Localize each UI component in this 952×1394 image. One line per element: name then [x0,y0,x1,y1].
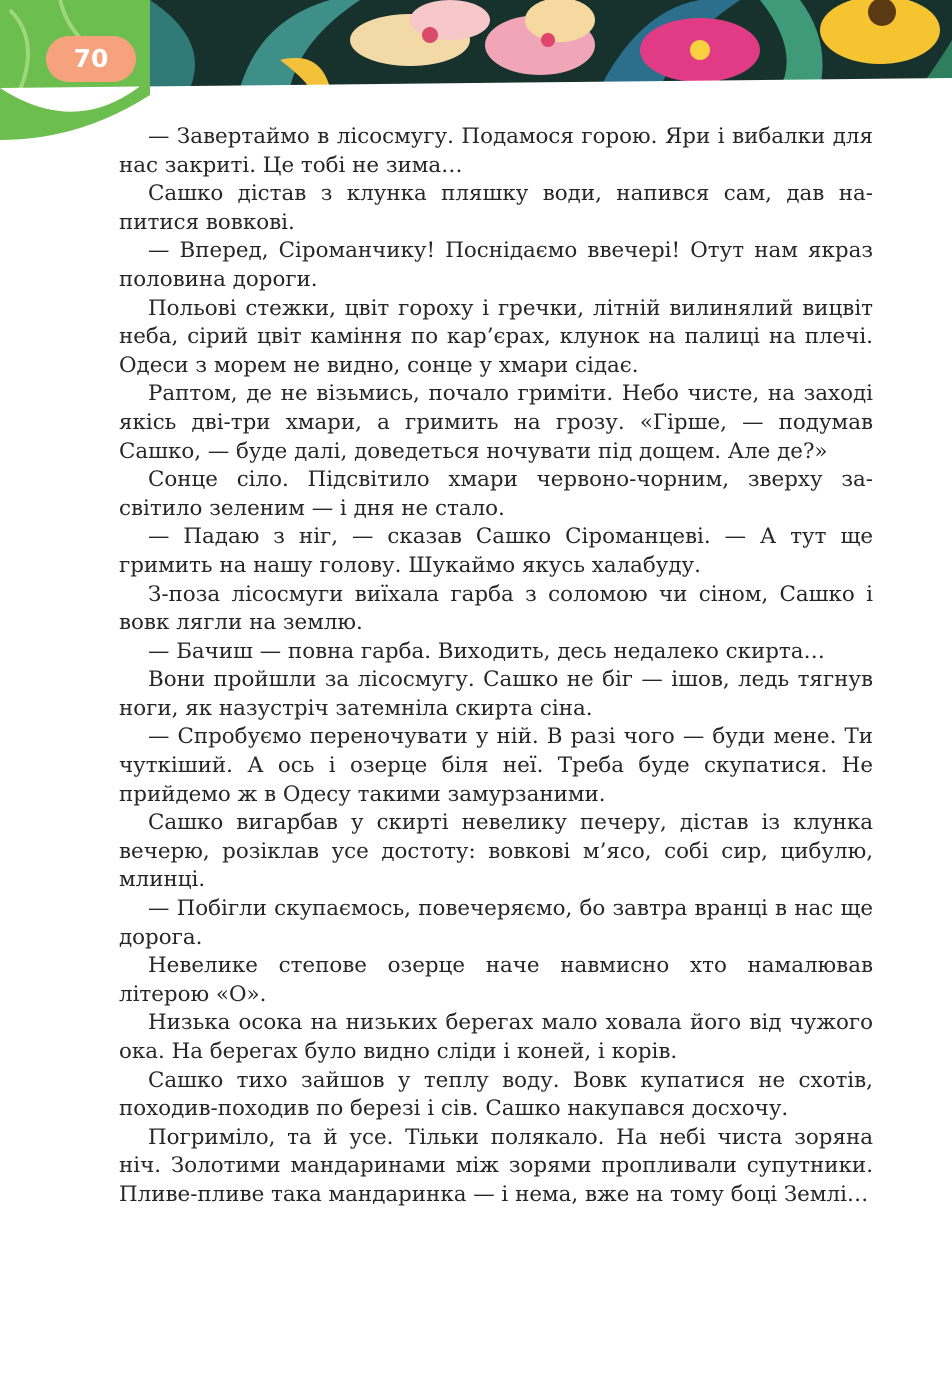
paragraph: Сашко дістав з клунка пляшку води, напився сам, дав напитися вовкові. [119,181,873,235]
paragraph: Сонце сіло. Підсвітило хмари червоно-чорним, зверху засвітило зеленим — і дня не стало. [119,467,873,521]
floral-header-banner [0,0,952,140]
paragraph: — Спробуємо переночувати у ній. В разі чого — буди мене. Ти чуткіший. А ось і озерце біля неї. Треба буде скупатися. Не прийдемо ж в Одесу такими замурзаними. [119,724,873,807]
paragraph: Погриміло, та й усе. Тільки полякало. На небі чиста зоряна ніч. Золотими мандаринами між зорями пропливали супутники. Пливе-пливе така мандаринка — і нема, вже на тому боці Землі… [119,1124,873,1207]
paragraph: Польові стежки, цвіт гороху і гречки, літній вилинялий вицвіт неба, сірий цвіт каміння по кар’єрах, клунок на палиці на плечі. Одеси з морем не видно, сонце у хмари сідає. [119,295,873,378]
paragraph: Сашко вигарбав у скирті невелику печеру, дістав із клунка вечерю, розіклав усе достоту: вовкові м’ясо, собі сир, цибулю, млинці. [119,810,873,893]
paragraph: З-поза лісосмуги виїхала гарба з соломою чи сіном, Сашко і вовк лягли на землю. [119,581,873,636]
story-text [119,123,873,1210]
paragraph: — Падаю з ніг, — сказав Сашко Сіроманцеві. — А тут ще гримить на нашу голову. Шукаймо якусь халабуду. [119,524,873,578]
paragraph: — Бачиш — повна гарба. Виходить, десь недалеко скирта… [148,638,825,664]
paragraph: — Завертаймо в лісосмугу. Подамося горою. Яри і вибалки для нас закриті. Це тобі не зима… [119,124,873,178]
paragraph: Невелике степове озерце наче навмисно хто намалював літерою «О». [119,953,873,1007]
paragraph: Сашко тихо зайшов у теплу воду. Вовк купатися не схотів, походив-походив по березі і сів. Сашко накупався досхочу. [119,1067,873,1122]
paragraph: — Побігли скупаємось, повечеряємо, бо завтра вранці в нас ще дорога. [119,896,873,950]
paragraph: — Вперед, Сіроманчику! Поснідаємо ввечері! Отут нам якраз половина дороги. [119,238,873,292]
paragraph: Раптом, де не візьмись, почало гриміти. Небо чисте, на заході якісь дві-три хмари, а гримить на грозу. «Гірше, — подумав Сашко, — буде далі, доведеться ночувати під дощем. Але де?» [119,381,873,464]
paragraph: Вони пройшли за лісосмугу. Сашко не біг — ішов, ледь тягнув ноги, як назустріч затемніла скирта сіна. [119,667,873,721]
paragraph: Низька осока на низьких берегах мало ховала його від чужого ока. На берегах було видно сліди і коней, і корів. [119,1010,873,1064]
page-number-badge: 70 [46,36,136,82]
